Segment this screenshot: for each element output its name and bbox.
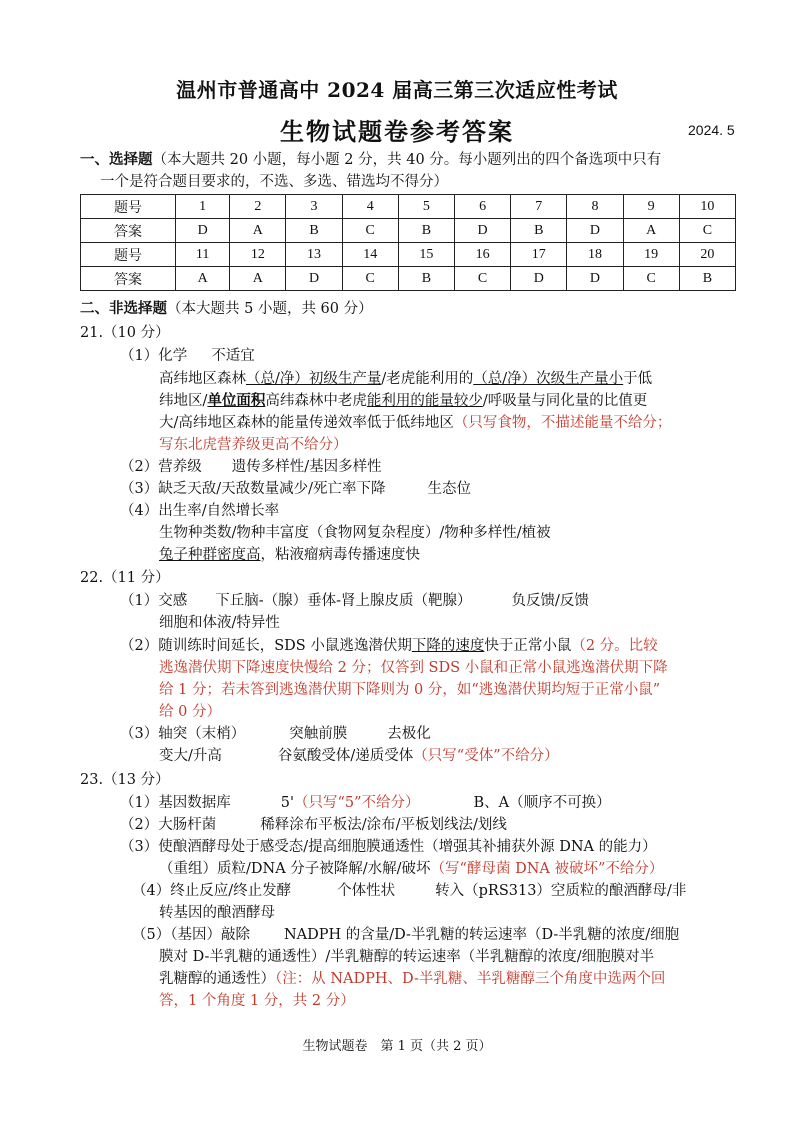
table-cell: 16 [455,243,511,267]
text: ，粘液瘤病毒传播速度快 [260,547,420,563]
q21-heading: 21.（10 分） [80,325,170,341]
table-cell: B [511,219,567,243]
text: （2）营养级 [120,459,202,475]
table-cell: B [679,267,735,291]
text: 谷氨酸受体/递质受体 [277,748,414,764]
table-cell: 7 [511,195,567,219]
table-cell: C [342,219,398,243]
grading-note: （只写“受体”不给分） [413,748,559,764]
q22-part1 [120,591,589,611]
text: 大/高纬地区森林的能量传递效率低于低纬地区 [159,415,454,431]
table-cell: 19 [623,243,679,267]
text: （5）（基因）敲除 [132,927,250,943]
underlined-text: 下降的速度 [411,638,485,654]
table-cell: 3 [286,195,342,219]
section1-note: （本大题共 20 小题，每小题 2 分，共 40 分。每小题列出的四个备选项中只有 [152,152,662,168]
q21-p1-line3 [159,413,671,433]
text: （4）终止反应/终止发酵 [132,883,292,899]
exam-title: 温州市普通高中 2024 届高三第三次适应性考试 [176,78,618,102]
text: （3）缺乏天敌/天敌数量减少/死亡率下降 [120,481,386,497]
table-cell: A [623,219,679,243]
grading-note: （2 分。比较 [571,638,658,654]
text: 纬地区/ [159,393,208,409]
text: （2）随训练时间延长，SDS 小鼠逃逸潜伏期 [120,638,412,654]
table-cell: 8 [567,195,623,219]
table-cell: 13 [286,243,342,267]
row-label: 答案 [81,219,176,243]
table-cell: 14 [342,243,398,267]
bold-text: 单位面积 [207,392,266,409]
q22-p2-note3: 给 1 分；若未答到逃逸潜伏期下降则为 0 分，如“逃逸潜伏期均短于正常小鼠” [159,682,661,698]
table-cell: 15 [398,243,454,267]
grading-note: （注：从 NADPH、D-半乳糖、半乳糖醇三个角度中选两个回 [275,971,666,987]
text: 变大/升高 [159,748,222,764]
q22-part3 [120,724,431,744]
table-cell: 9 [623,195,679,219]
text: NADPH 的含量/D-半乳糖的转运速率（D-半乳糖的浓度/细胞 [283,927,680,943]
section1-note-cont: 一个是符合题目要求的，不选、多选、错选均不得分） [100,174,448,190]
table-cell: D [455,219,511,243]
text: 个体性状 [337,883,396,899]
underlined-text: （总/净）初级生产量 [246,371,382,387]
table-cell: D [511,267,567,291]
q22-p1-line2: 细胞和体液/特异性 [159,615,280,631]
table-cell: 10 [679,195,735,219]
answer-table-row [81,195,736,219]
table-cell: A [230,267,286,291]
q23-part4 [132,881,686,901]
q22-p2-note4: 给 0 分） [159,704,221,720]
text: /呼吸量与同化量的比值更 [482,393,648,409]
table-cell: 1 [176,195,230,219]
text: B、A（顺序不可换） [473,795,611,811]
q23-part2 [120,815,507,835]
table-cell: D [286,267,342,291]
text: （重组）质粒/DNA 分子被降解/水解/破坏 [159,861,431,877]
q22-p3-line2 [159,746,559,766]
row-label: 答案 [81,267,176,291]
table-cell: B [286,219,342,243]
table-cell: C [623,267,679,291]
table-cell: 17 [511,243,567,267]
table-cell: C [455,267,511,291]
text: 负反馈/反馈 [511,593,589,609]
table-cell: A [230,219,286,243]
q21-p1-line4: 写东北虎营养级更高不给分） [159,437,348,453]
exam-date: 2024. 5 [688,122,735,138]
answer-table-row [81,243,736,267]
grading-note: （只写“5”不给分） [293,795,420,811]
q21-p4-line2: 生物种类数/物种丰富度（食物网复杂程度）/物种多样性/植被 [159,525,551,541]
table-cell: A [176,267,230,291]
text: 转入（pRS313）空质粒的酿酒酵母/非 [435,883,687,899]
q22-p2-note2: 逃逸潜伏期下降速度快慢给 2 分；仅答到 SDS 小鼠和正常小鼠逃逸潜伏期下降 [159,660,668,676]
q23-p5-line3 [159,969,665,989]
table-cell: C [679,219,735,243]
text: 突触前膜 [289,726,348,742]
q21-p1-answer-a: （1）化学 [120,348,188,364]
underlined-text: 兔子种群密度高 [159,547,261,563]
q21-p1-line2 [159,391,647,411]
table-cell: B [398,219,454,243]
q21-p1-line1 [159,369,652,389]
table-cell: 11 [176,243,230,267]
table-cell: D [176,219,230,243]
q21-p4-line3 [159,545,420,565]
text: 去极化 [387,726,431,742]
table-cell: C [342,267,398,291]
text: 于低 [623,371,653,387]
text: （1）基因数据库 [120,795,231,811]
answer-table [80,194,736,291]
q23-p5-line4: 答，1 个角度 1 分，共 2 分） [159,993,355,1009]
page-footer: 生物试题卷 第 1 页（共 2 页） [302,1039,492,1054]
q23-heading: 23.（13 分） [80,772,170,788]
text: （2）大肠杆菌 [120,817,217,833]
table-cell: 6 [455,195,511,219]
table-cell: D [567,267,623,291]
text: （1）交感 [120,593,188,609]
section2-note: （本大题共 5 小题，共 60 分） [167,301,373,317]
table-cell: 20 [679,243,735,267]
table-cell: 18 [567,243,623,267]
text: 乳糖醇的通透性） [159,971,275,987]
q21-part2 [120,457,382,477]
q21-p1-answer-b: 不适宜 [211,348,255,364]
grading-note: （只写食物，不描述能量不给分； [453,415,672,431]
q22-part2 [120,636,658,656]
q21-part1 [120,346,255,366]
q21-part3 [120,479,471,499]
table-cell: 5 [398,195,454,219]
text: /老虎能利用的 [381,371,474,387]
text: 高纬森林中老虎 [265,393,367,409]
underlined-text: （总/净）次级生产量小 [473,371,624,387]
q23-p3-line2 [159,859,663,879]
table-cell: 12 [230,243,286,267]
q23-part1 [120,793,611,813]
answer-key-title: 生物试题卷参考答案 [280,117,514,146]
text: 5' [280,795,294,811]
table-cell: 2 [230,195,286,219]
row-label: 题号 [81,243,176,267]
text: 快于正常小鼠 [484,638,572,654]
text: 稀释涂布平板法/涂布/平板划线法/划线 [260,817,507,833]
table-cell: 4 [342,195,398,219]
section2-heading: 二、非选择题 [80,300,167,317]
q23-part3: （3）使酿酒酵母处于感受态/提高细胞膜通透性（增强其补捕获外源 DNA 的能力） [120,839,657,855]
text: 下丘脑-（腺）垂体-肾上腺皮质（靶腺） [215,593,472,609]
table-cell: D [567,219,623,243]
text: （3）轴突（末梢） [120,726,246,742]
q23-p4-line2: 转基因的酿酒酵母 [159,905,275,921]
table-cell: B [398,267,454,291]
q21-part4: （4）出生率/自然增长率 [120,503,280,519]
answer-table-row [81,267,736,291]
text: 高纬地区森林 [159,371,246,387]
answer-table-row [81,219,736,243]
grading-note: （写“酵母菌 DNA 被破坏”不给分） [430,861,664,877]
q22-heading: 22.（11 分） [80,570,170,586]
section2-heading-line [80,299,373,319]
section1-heading: 一、选择题 [80,151,153,168]
section1-heading-line [80,150,661,170]
q23-p5-line2: 膜对 D-半乳糖的通透性）/半乳糖醇的转运速率（半乳糖醇的浓度/细胞膜对半 [159,949,655,965]
q23-part5 [132,925,679,945]
text: 遗传多样性/基因多样性 [231,459,382,475]
underlined-text: 能利用的能量较少 [366,393,483,409]
text: 生态位 [427,481,471,497]
row-label: 题号 [81,195,176,219]
